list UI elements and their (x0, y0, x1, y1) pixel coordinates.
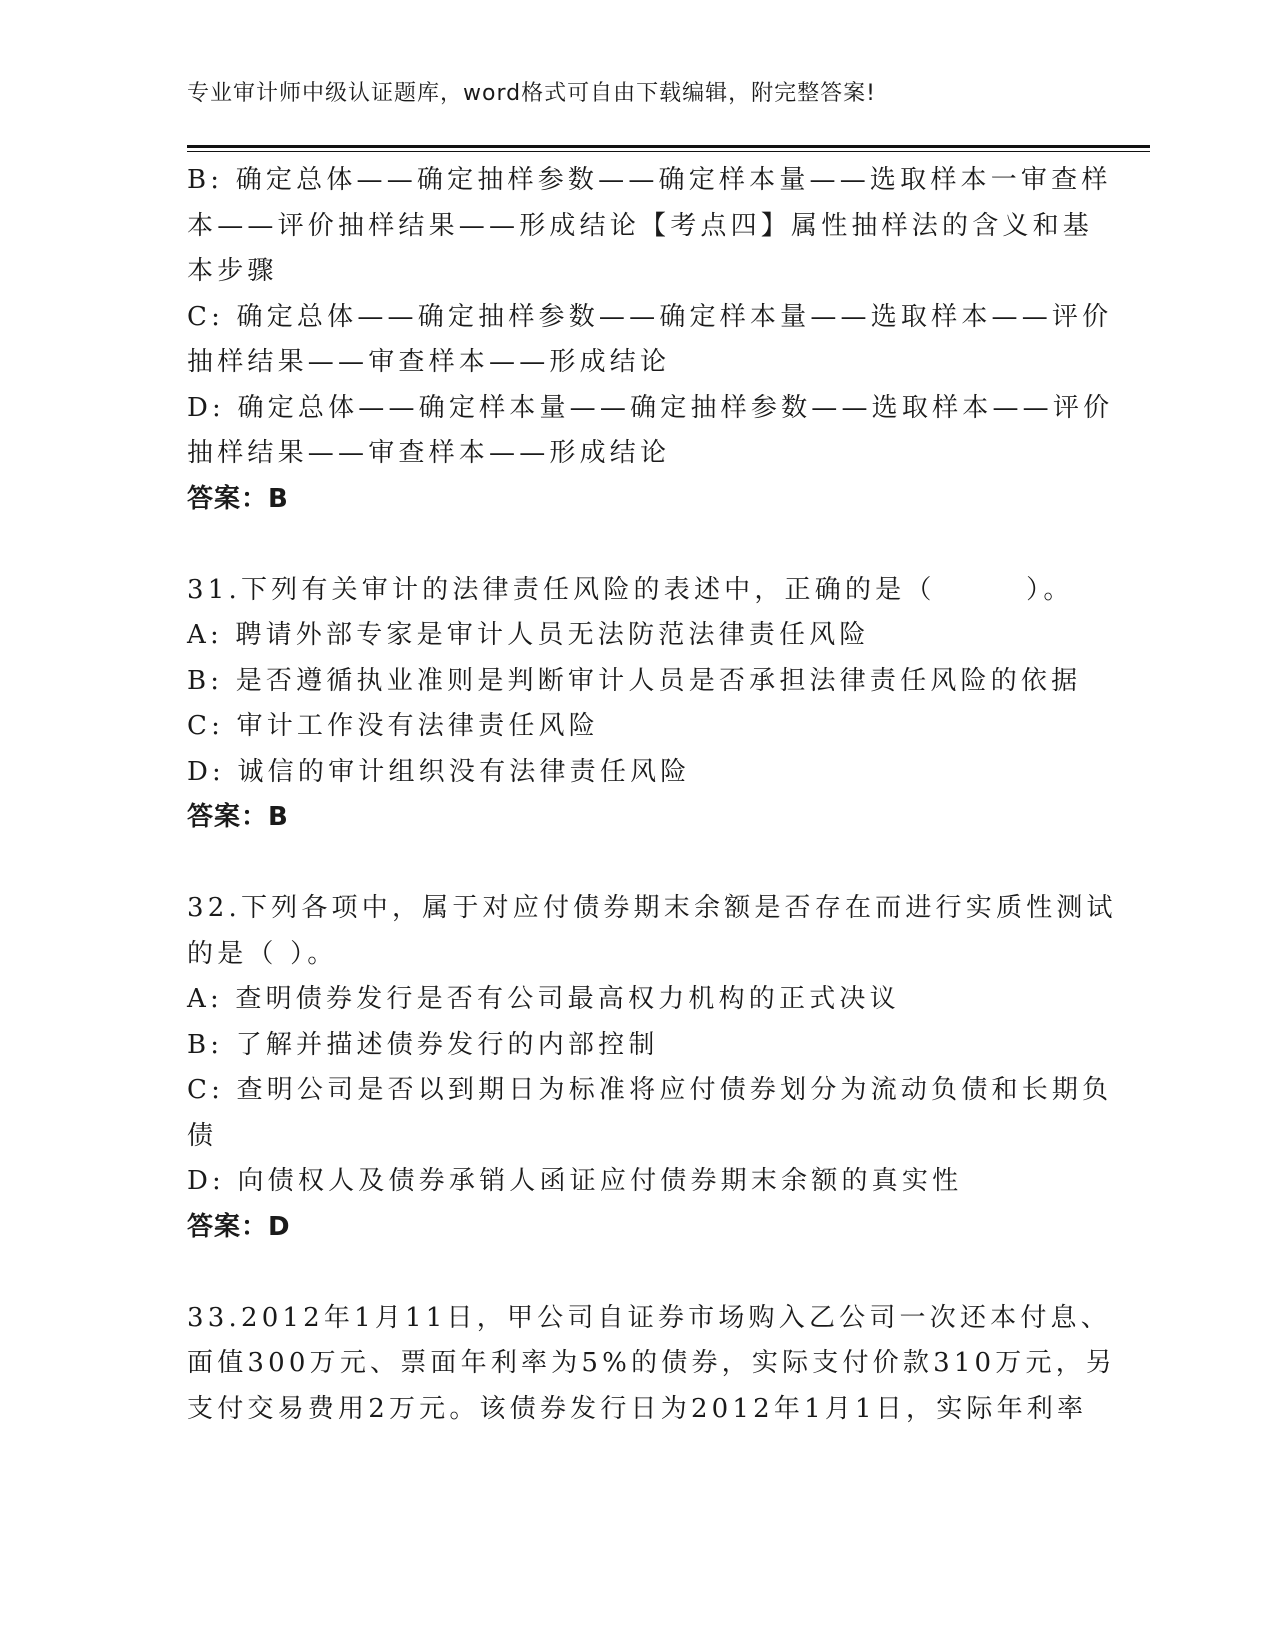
question-block (187, 1296, 1117, 1433)
document-body (187, 158, 1117, 1432)
option-line: 债 (187, 1120, 218, 1151)
option-line: C: 审计工作没有法律责任风险 (187, 711, 599, 741)
question-stem: 面值300万元、票面年利率为5%的债券，实际支付价款310万元，另 (187, 1348, 1117, 1378)
question-stem: 32.下列各项中，属于对应付债券期末余额是否存在而进行实质性测试 (187, 893, 1117, 923)
option-line: 本步骤 (187, 256, 278, 286)
option-line: C: 查明公司是否以到期日为标准将应付债券划分为流动负债和长期负 (187, 1075, 1113, 1105)
header-rule-thin (187, 151, 1150, 152)
question-stem: 33.2012年1月11日，甲公司自证券市场购入乙公司一次还本付息、 (187, 1302, 1111, 1333)
option-line: B: 确定总体——确定抽样参数——确定样本量——选取样本一审查样 (187, 165, 1112, 195)
question-stem: 31.下列有关审计的法律责任风险的表述中，正确的是（ ）。 (187, 574, 1074, 605)
question-block (187, 886, 1117, 1250)
option-line: B: 了解并描述债券发行的内部控制 (187, 1029, 659, 1060)
option-line: 抽样结果——审查样本——形成结论 (187, 438, 671, 468)
option-line: A: 聘请外部专家是审计人员无法防范法律责任风险 (187, 620, 870, 650)
option-line: 本——评价抽样结果——形成结论【考点四】属性抽样法的含义和基 (187, 210, 1094, 241)
header-rule-thick (187, 145, 1150, 148)
answer-line: 答案：D (187, 1211, 291, 1242)
page-header: 专业审计师中级认证题库，word格式可自由下载编辑，附完整答案! (187, 81, 876, 106)
question-stem: 支付交易费用2万元。该债券发行日为2012年1月1日，实际年利率 (187, 1393, 1088, 1424)
answer-line: 答案：B (187, 483, 289, 514)
question-stem: 的是（ ）。 (187, 938, 338, 969)
option-line: D: 向债权人及债券承销人函证应付债券期末余额的真实性 (187, 1166, 963, 1196)
option-line: B: 是否遵循执业准则是判断审计人员是否承担法律责任风险的依据 (187, 665, 1082, 696)
question-block (187, 158, 1114, 522)
option-line: D: 确定总体——确定样本量——确定抽样参数——选取样本——评价 (187, 392, 1114, 423)
answer-line: 答案：B (187, 802, 289, 832)
option-line: 抽样结果——审查样本——形成结论 (187, 347, 671, 377)
option-line: C: 确定总体——确定抽样参数——确定样本量——选取样本——评价 (187, 301, 1113, 332)
question-block (187, 568, 1087, 841)
option-line: A: 查明债券发行是否有公司最高权力机构的正式决议 (187, 984, 900, 1014)
option-line: D: 诚信的审计组织没有法律责任风险 (187, 756, 691, 787)
